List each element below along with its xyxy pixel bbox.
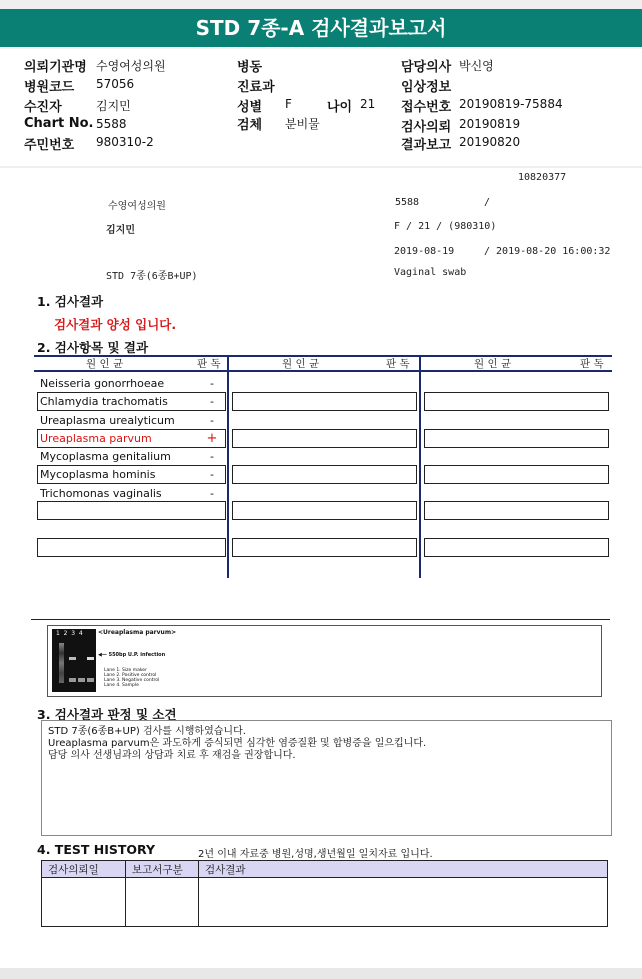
- sex-value: F: [285, 97, 292, 111]
- organism-name-positive: Ureaplasma parvum: [40, 432, 152, 445]
- doctor-label: 담당의사: [401, 60, 452, 75]
- opinion-box: [41, 720, 612, 836]
- gel-band: [69, 678, 76, 682]
- section-divider: [31, 619, 610, 620]
- gel-caption: <Ureaplasma parvum>: [98, 629, 177, 636]
- opinion-line: 담당 의사 선생님과의 상담과 치료 후 재검을 권장합니다.: [48, 750, 296, 761]
- col-header-judgement-2: 판 독: [386, 358, 410, 370]
- organism-result: -: [210, 450, 214, 463]
- table-header-rule: [34, 370, 612, 372]
- resident-label: 주민번호: [24, 138, 75, 153]
- item-row-box: [424, 429, 609, 448]
- report-sheet: [0, 168, 642, 968]
- code-value: 57056: [96, 77, 135, 91]
- history-table: [41, 860, 608, 927]
- gel-legend-line: Lane 2. Positive control: [104, 673, 157, 678]
- item-row-box: [37, 538, 226, 557]
- item-row-box: [424, 538, 609, 557]
- chart-label: Chart No.: [24, 116, 94, 131]
- clinical-label: 임상정보: [401, 80, 452, 95]
- chart-value: 5588: [96, 117, 127, 131]
- history-col-result: 검사결과: [199, 861, 608, 878]
- organism-name: Chlamydia trachomatis: [40, 395, 168, 408]
- gel-lane-labels: 1 2 3 4: [56, 630, 83, 637]
- slip-test: STD 7종(6종B+UP): [106, 271, 198, 282]
- organism-name: Trichomonas vaginalis: [40, 487, 162, 500]
- slip-date-to: / 2019-08-20 16:00:32: [484, 246, 611, 257]
- gel-ladder: [59, 643, 64, 683]
- slip-date-from: 2019-08-19: [394, 246, 455, 257]
- specimen-label: 검체: [237, 118, 263, 133]
- request-label: 검사의뢰: [401, 120, 452, 135]
- patient-value: 김지민: [96, 99, 131, 113]
- hospital-label: 의뢰기관명: [24, 60, 87, 75]
- item-row-box: [424, 392, 609, 411]
- gel-band-sample: [87, 657, 94, 660]
- specimen-value: 분비물: [285, 117, 320, 131]
- patient-label: 수진자: [24, 100, 62, 115]
- item-row-box: [232, 392, 417, 411]
- receipt-value: 20190819-75884: [459, 97, 563, 111]
- gel-band: [78, 678, 85, 682]
- code-label: 병원코드: [24, 80, 75, 95]
- section4-title: 4. TEST HISTORY: [37, 842, 156, 857]
- history-empty-row: [42, 878, 608, 927]
- col-header-judgement-3: 판 독: [580, 358, 604, 370]
- age-value: 21: [360, 97, 376, 111]
- report-header: [0, 49, 642, 166]
- sex-label: 성별: [237, 100, 263, 115]
- organism-result: -: [210, 395, 214, 408]
- gel-band-positive: [69, 657, 76, 660]
- organism-name: Neisseria gonorrhoeae: [40, 377, 165, 390]
- gel-marker-label: ◀— 550bp U.P. infection: [98, 652, 166, 658]
- organism-name: Ureaplasma urealyticum: [40, 414, 175, 427]
- item-row-box: [424, 465, 609, 484]
- gel-image-panel: [47, 625, 602, 697]
- slip-chart: 5588: [395, 197, 420, 208]
- item-row-box: [232, 538, 417, 557]
- gel-legend-line: Lane 4. Sample: [104, 683, 139, 688]
- col-header-judgement-1: 판 독: [197, 358, 221, 370]
- age-label: 나이: [327, 100, 353, 115]
- slip-patient: 김지민: [106, 225, 135, 236]
- gel-band: [87, 678, 94, 682]
- table-divider-1: [227, 355, 229, 578]
- slip-specimen: Vaginal swab: [394, 267, 467, 278]
- item-row-box: [232, 501, 417, 520]
- request-value: 20190819: [459, 117, 521, 131]
- item-row-box: [424, 501, 609, 520]
- organism-name: Mycoplasma genitalium: [40, 450, 171, 463]
- gel-image: [52, 629, 96, 692]
- organism-result: -: [210, 414, 214, 427]
- opinion-line: STD 7종(6종B+UP) 검사를 시행하였습니다.: [48, 726, 246, 737]
- ward-label: 병동: [237, 60, 263, 75]
- receipt-label: 접수번호: [401, 100, 452, 115]
- organism-result: -: [210, 468, 214, 481]
- item-row-box: [232, 429, 417, 448]
- resident-value: 980310-2: [96, 135, 154, 149]
- table-top-rule: [34, 355, 612, 357]
- item-row-box: [37, 501, 226, 520]
- section3-title: 3. 검사결과 판정 및 소견: [37, 707, 177, 722]
- page-footer: [0, 968, 642, 979]
- slip-hospital: 수영여성의원: [108, 201, 166, 212]
- organism-result: -: [210, 487, 214, 500]
- table-divider-2: [419, 355, 421, 578]
- opinion-line: Ureaplasma parvum은 과도하게 증식되면 심각한 염증질환 및 합병증을 일으킵니다.: [48, 738, 427, 749]
- col-header-organism-2: 원 인 균: [282, 358, 320, 370]
- gel-legend-line: Lane 3. Negative control: [104, 678, 160, 683]
- organism-name: Mycoplasma hominis: [40, 468, 156, 481]
- section2-title: 2. 검사항목 및 결과: [37, 340, 149, 355]
- item-row-box: [232, 465, 417, 484]
- gel-legend-line: Lane 1. Size maker: [104, 668, 147, 673]
- slip-number: 10820377: [518, 172, 567, 183]
- slip-slash: /: [484, 197, 491, 208]
- col-header-organism-3: 원 인 균: [474, 358, 512, 370]
- history-col-type: 보고서구분: [126, 861, 199, 878]
- history-col-date: 검사의뢰일: [42, 861, 126, 878]
- organism-result: -: [210, 377, 214, 390]
- report-date-label: 결과보고: [401, 138, 452, 153]
- hospital-value: 수영여성의원: [96, 59, 166, 73]
- history-note: 2년 이내 자료중 병원,성명,생년월일 일치자료 입니다.: [198, 849, 433, 860]
- report-date-value: 20190820: [459, 135, 521, 149]
- dept-label: 진료과: [237, 80, 275, 95]
- section1-title: 1. 검사결과: [37, 294, 104, 309]
- history-header-row: [42, 861, 608, 878]
- slip-sex-age: F / 21 / (980310): [394, 221, 497, 232]
- organism-result-positive: +: [206, 431, 218, 446]
- col-header-organism-1: 원 인 균: [86, 358, 124, 370]
- section1-result: 검사결과 양성 입니다.: [54, 317, 177, 332]
- report-title: STD 7종-A 검사결과보고서: [0, 9, 642, 47]
- doctor-value: 박신영: [459, 59, 494, 73]
